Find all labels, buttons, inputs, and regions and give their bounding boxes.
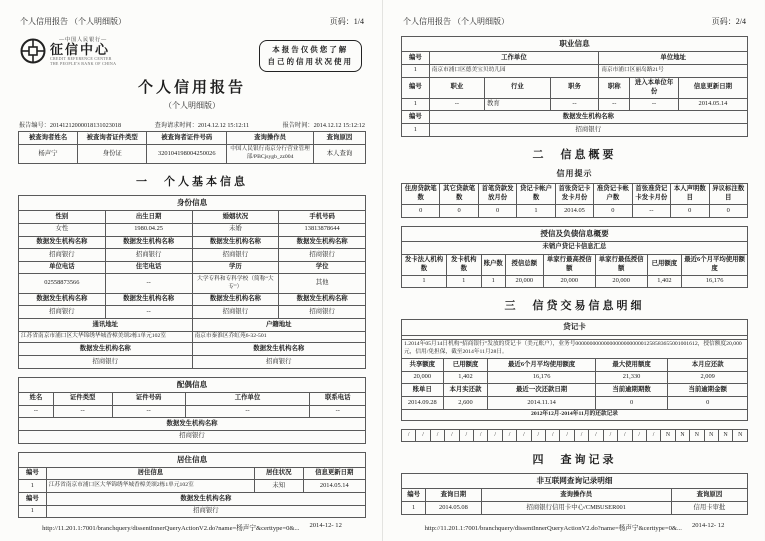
occupation-info-table-cell: 工作单位 <box>429 52 599 65</box>
occupation-info-table-cell: 编号 <box>402 77 430 98</box>
identity-info-table-cell: 招商银行 <box>192 249 279 262</box>
report-number: 报告编号：20141212000018131023018 <box>19 122 122 129</box>
repayment-record-strip-cell: / <box>430 430 444 442</box>
identity-info-table-cell: 数据发生机构名称 <box>19 236 106 249</box>
credit-tip-table-cell: 首张贷记卡发卡月份 <box>555 183 593 204</box>
credit-liability-summary-table-row <box>402 241 748 254</box>
credit-card-detail-table-cell: 16,176 <box>488 371 595 384</box>
identity-info-table-cell: -- <box>105 306 192 319</box>
credit-card-detail-table-cell: 已用额度 <box>443 359 488 372</box>
identity-info-table-cell: 数据发生机构名称 <box>192 293 279 306</box>
identity-info-table-cell: 性别 <box>19 211 106 224</box>
credit-card-detail-table-row <box>402 359 748 372</box>
query-info-table-cell: 320104198004250026 <box>147 144 227 163</box>
residence-info-table-cell: 1 <box>19 480 47 493</box>
query-info-table-cell: 查询操作员 <box>227 132 314 145</box>
identity-info-table-row <box>19 196 366 211</box>
repayment-record-strip-cell: / <box>517 430 531 442</box>
brand-row <box>20 36 362 72</box>
query-request-time: 查询请求时间：2014.12.12 15:12:11 <box>154 122 250 129</box>
credit-card-detail-table-cell: 2014.11.14 <box>488 397 595 410</box>
page-header-title: 个人信用报告 （个人明细版） <box>403 17 509 26</box>
occupation-info-table-row <box>402 52 748 65</box>
credit-tip-table-cell: 本人声明数目 <box>671 183 709 204</box>
occupation-info-table-row <box>402 111 748 124</box>
occupation-info-table-cell: 1 <box>402 98 430 111</box>
credit-tip-table-cell: 0 <box>478 205 516 218</box>
query-info-table-cell: 查询原因 <box>313 132 365 145</box>
residence-info-table-cell: 2014.05.14 <box>303 480 365 493</box>
credit-card-detail-table-cell: 最近6个月平均使用额度 <box>488 359 595 372</box>
page-header <box>403 16 746 27</box>
identity-info-table-cell: 身份信息 <box>19 196 366 211</box>
identity-info-table-row <box>19 306 366 319</box>
inquiry-record-table-cell: 查询原因 <box>671 489 747 502</box>
identity-info-table-row <box>19 211 366 224</box>
inquiry-record-table-cell: 非互联网查询记录明细 <box>402 474 748 489</box>
identity-info-table-cell: 其他 <box>279 274 366 293</box>
repayment-record-strip-cell: / <box>546 430 560 442</box>
residence-info-table-row <box>19 505 366 518</box>
identity-info-table-cell: 招商银行 <box>19 249 106 262</box>
occupation-info-table-row <box>402 64 748 77</box>
identity-info-table-cell: 招商银行 <box>192 356 366 369</box>
page-number: 页码：2/4 <box>711 17 746 26</box>
residence-info-table-cell: 编号 <box>19 493 47 506</box>
spouse-info-table-cell: 配偶信息 <box>19 377 366 392</box>
credit-liability-summary-table-cell: 20,000 <box>595 275 647 288</box>
spouse-info-table-cell: 证件类型 <box>53 392 112 405</box>
repayment-record-strip-cell: / <box>416 430 430 442</box>
inquiry-record-table-cell: 查询日期 <box>426 489 481 502</box>
section-heading-info-summary: 二 信息概要 <box>532 148 617 161</box>
query-info-table-row <box>19 132 366 145</box>
credit-card-detail-table-row <box>402 384 748 397</box>
identity-info-table-cell: 学历 <box>192 261 279 274</box>
credit-liability-summary-table-cell: 授信及负债信息概要 <box>402 226 748 241</box>
identity-info-table-cell: 数据发生机构名称 <box>105 236 192 249</box>
section-heading-inquiry-records: 四 查询记录 <box>532 454 617 467</box>
residence-info-table-row <box>19 480 366 493</box>
report-subtitle: （个人明细版） <box>164 101 220 110</box>
credit-liability-summary-table-row <box>402 226 748 241</box>
residence-info-table-cell: 居住信息 <box>46 467 254 480</box>
repayment-record-strip <box>401 429 748 442</box>
credit-center-logo <box>20 36 116 67</box>
credit-tip-table-cell: 0 <box>671 205 709 218</box>
repayment-record-strip-cell: N <box>733 430 748 442</box>
occupation-info-table-cell: 南京市浦口区德美宝贝幼儿园 <box>429 64 599 77</box>
identity-info-table <box>18 195 366 369</box>
credit-card-detail-table-cell: 1,402 <box>443 371 488 384</box>
occupation-info-table-cell: 编号 <box>402 111 430 124</box>
identity-info-table-cell: 招商银行 <box>279 249 366 262</box>
query-info-table-row <box>19 144 366 163</box>
identity-info-table-cell: 女性 <box>19 223 106 236</box>
credit-liability-summary-table-row <box>402 275 748 288</box>
footer-date: 2014-12- 12 <box>309 522 342 529</box>
credit-liability-summary-table-row <box>402 254 748 275</box>
spouse-info-table-cell: 姓名 <box>19 392 54 405</box>
identity-info-table-cell: 招商银行 <box>192 306 279 319</box>
residence-info-table-cell: 信息更新日期 <box>303 467 365 480</box>
identity-info-table-cell: 住宅电话 <box>105 261 192 274</box>
inquiry-record-table-cell: 编号 <box>402 489 426 502</box>
logo-bank-name: —中国人民银行— <box>59 38 108 43</box>
credit-liability-summary-table <box>401 226 748 289</box>
query-info-table-cell: 身份证 <box>77 144 146 163</box>
report-meta-line <box>19 120 365 129</box>
credit-card-detail-table-cell: 20,000 <box>402 371 444 384</box>
credit-card-detail-table-row <box>402 409 748 421</box>
inquiry-record-table-cell: 1 <box>402 502 426 515</box>
identity-info-table-cell: 数据发生机构名称 <box>279 236 366 249</box>
section-heading-basic-info: 一 个人基本信息 <box>136 176 248 189</box>
credit-liability-summary-table-cell: 1 <box>481 275 505 288</box>
credit-card-detail-table-cell: 当前逾期金额 <box>668 384 748 397</box>
repayment-record-strip-cell: / <box>459 430 473 442</box>
residence-info-table <box>18 452 366 519</box>
occupation-info-table-cell: 数据发生机构名称 <box>429 111 747 124</box>
credit-tip-table-row <box>402 205 748 218</box>
identity-info-table-cell: 大学专科和专科学校（简称“大专”） <box>192 274 279 293</box>
identity-info-table-cell: 南京市秦淮区乔虹苑6-32-501 <box>192 331 366 343</box>
credit-card-detail-table-cell: 共享额度 <box>402 359 444 372</box>
credit-liability-summary-table-cell: 已用额度 <box>647 254 682 275</box>
spouse-info-table-cell: -- <box>310 405 366 418</box>
credit-tip-table-row <box>402 183 748 204</box>
spouse-info-table <box>18 377 366 444</box>
query-info-table-cell: 杨声宁 <box>19 144 78 163</box>
usage-notice-line1: 本报告仅供您了解 <box>272 45 349 54</box>
residence-info-table-cell: 招商银行 <box>46 505 365 518</box>
identity-info-table-cell: 招商银行 <box>19 306 106 319</box>
spouse-info-table-cell: 招商银行 <box>19 430 366 443</box>
identity-info-table-cell: 出生日期 <box>105 211 192 224</box>
pboc-seal-icon <box>20 38 46 64</box>
query-info-table-cell: 被查询者证件号码 <box>147 132 227 145</box>
spouse-info-table-row <box>19 392 366 405</box>
inquiry-record-table-cell: 查询操作员 <box>481 489 671 502</box>
repayment-record-strip-cell: N <box>704 430 718 442</box>
identity-info-table-row <box>19 293 366 306</box>
occupation-info-table-row <box>402 98 748 111</box>
repayment-record-strip-row <box>402 430 748 442</box>
inquiry-record-table-row <box>402 502 748 515</box>
credit-tip-table-cell: 准贷记卡帐户数 <box>594 183 632 204</box>
occupation-info-table-cell: -- <box>630 98 678 111</box>
credit-liability-summary-table-cell: 发卡法人机构数 <box>402 254 447 275</box>
page-header-title: 个人信用报告 （个人明细版） <box>20 17 126 26</box>
identity-info-table-row <box>19 223 366 236</box>
credit-card-detail-table-cell: 2,600 <box>443 397 488 410</box>
spouse-info-table-row <box>19 405 366 418</box>
repayment-record-strip-cell: / <box>618 430 632 442</box>
identity-info-table-row <box>19 236 366 249</box>
repayment-record-strip-cell: / <box>603 430 617 442</box>
credit-liability-summary-table-cell: 20,000 <box>505 275 543 288</box>
residence-info-table-cell: 居住状况 <box>254 467 303 480</box>
credit-liability-summary-table-cell: 单家行最高授信额 <box>543 254 595 275</box>
credit-card-detail-table-cell: 2012年12月-2014年11月的还款记录 <box>402 409 748 421</box>
identity-info-table-row <box>19 319 366 332</box>
footer-date: 2014-12- 12 <box>691 522 725 529</box>
credit-tip-table-cell: -- <box>632 205 670 218</box>
credit-card-detail-table-row <box>402 320 748 335</box>
occupation-info-table-row <box>402 77 748 98</box>
spouse-info-table-cell: 证件号码 <box>112 392 185 405</box>
credit-liability-summary-table-cell: 1 <box>446 275 481 288</box>
usage-notice-badge <box>259 40 363 72</box>
occupation-info-table-cell: 职务 <box>550 77 598 98</box>
spouse-info-table-cell: 数据发生机构名称 <box>19 418 366 431</box>
credit-tip-table-cell: 住房贷款笔数 <box>402 183 440 204</box>
credit-card-detail-table-cell: 本月实还款 <box>443 384 488 397</box>
identity-info-table-cell: 手机号码 <box>279 211 366 224</box>
credit-tip-table-cell: 2014.05 <box>555 205 593 218</box>
inquiry-record-table-cell: 2014.05.08 <box>426 502 481 515</box>
credit-card-detail-table <box>401 319 748 421</box>
occupation-info-table-cell: 职业信息 <box>402 37 748 52</box>
credit-card-detail-table-cell: 2014.09.28 <box>402 397 444 410</box>
repayment-record-strip-cell: N <box>675 430 689 442</box>
identity-info-table-cell: -- <box>105 274 192 293</box>
page1-footer <box>14 522 370 532</box>
inquiry-record-table <box>401 473 748 515</box>
identity-info-table-cell: 户籍地址 <box>192 319 366 332</box>
credit-card-detail-table-cell: 最近一次还款日期 <box>488 384 595 397</box>
credit-tip-table-cell: 其它贷款笔数 <box>440 183 478 204</box>
inquiry-record-table-row <box>402 489 748 502</box>
spouse-info-table-cell: -- <box>19 405 54 418</box>
credit-card-detail-table-cell: 最大使用额度 <box>595 359 668 372</box>
repayment-record-strip-cell: / <box>589 430 603 442</box>
repayment-record-strip-cell: / <box>560 430 574 442</box>
logo-center-name: 征信中心 <box>50 42 111 57</box>
credit-liability-summary-table-cell: 16,176 <box>682 275 748 288</box>
credit-liability-summary-table-cell: 最近6个月平均使用额度 <box>682 254 748 275</box>
credit-liability-summary-table-cell: 单家行最低授信额 <box>595 254 647 275</box>
credit-card-detail-table-cell: 1.2014年05月14日机构“招商银行”发放的贷记卡（美元账户），业务号0000000000000000000000001258583655001001612，授信额度20,000元，信用/免担保，截至2014年11月28日。 <box>402 339 748 358</box>
report-time: 报告时间：2014.12.12 15:12:12 <box>282 122 365 129</box>
repayment-record-strip-cell: N <box>718 430 732 442</box>
query-info-table-cell: 本人查询 <box>313 144 365 163</box>
spouse-info-table-cell: -- <box>185 405 310 418</box>
occupation-info-table-cell: -- <box>429 98 484 111</box>
identity-info-table-cell: 1980.04.25 <box>105 223 192 236</box>
residence-info-table-cell: 数据发生机构名称 <box>46 493 365 506</box>
credit-card-detail-table-cell: 贷记卡 <box>402 320 748 335</box>
spouse-info-table-cell: 工作单位 <box>185 392 310 405</box>
identity-info-table-cell: 招商银行 <box>19 356 193 369</box>
residence-info-table-row <box>19 452 366 467</box>
credit-tip-table <box>401 183 748 218</box>
residence-info-table-row <box>19 467 366 480</box>
identity-info-table-row <box>19 274 366 293</box>
credit-tip-table-cell: 0 <box>594 205 632 218</box>
identity-info-table-cell: 通讯地址 <box>19 319 193 332</box>
spouse-info-table-cell: -- <box>53 405 112 418</box>
occupation-info-table-row <box>402 37 748 52</box>
logo-text <box>50 36 116 67</box>
query-info-table-cell: 被查询者姓名 <box>19 132 78 145</box>
credit-card-detail-table-cell: 2,009 <box>668 371 748 384</box>
residence-info-table-cell: 1 <box>19 505 47 518</box>
credit-tip-table-cell: 0 <box>402 205 440 218</box>
identity-info-table-cell: 招商银行 <box>105 249 192 262</box>
occupation-info-table-cell: 信息更新日期 <box>678 77 747 98</box>
identity-info-table-cell: 02558873566 <box>19 274 106 293</box>
residence-info-table-row <box>19 493 366 506</box>
credit-card-detail-table-row <box>402 397 748 410</box>
occupation-info-table-cell: 1 <box>402 124 430 137</box>
occupation-info-table-cell: 进入本单位年份 <box>630 77 678 98</box>
inquiry-record-table-cell: 信用卡审批 <box>671 502 747 515</box>
credit-liability-summary-table-cell: 账户数 <box>481 254 505 275</box>
inquiry-record-table-cell: 招商银行信用卡中心/CMBUSER001 <box>481 502 671 515</box>
credit-card-detail-table-cell: 当前逾期期数 <box>595 384 668 397</box>
repayment-record-strip-cell: N <box>690 430 704 442</box>
repayment-record-strip-cell: / <box>632 430 646 442</box>
credit-tip-subtitle: 信用提示 <box>556 168 593 178</box>
occupation-info-table-cell: -- <box>599 98 630 111</box>
identity-info-table-cell: 招商银行 <box>279 306 366 319</box>
report-page-1 <box>0 0 382 541</box>
residence-info-table-cell: 居住信息 <box>19 452 366 467</box>
credit-card-detail-table-cell: 本月应还款 <box>668 359 748 372</box>
occupation-info-table-cell: -- <box>550 98 598 111</box>
occupation-info-table-cell: 单位地址 <box>599 52 748 65</box>
identity-info-table-cell: 数据发生机构名称 <box>192 236 279 249</box>
occupation-info-table-cell: 教育 <box>485 98 551 111</box>
occupation-info-table-cell: 2014.05.14 <box>678 98 747 111</box>
repayment-record-strip-cell: / <box>488 430 502 442</box>
repayment-record-strip-cell: / <box>502 430 516 442</box>
identity-info-table-row <box>19 249 366 262</box>
identity-info-table-cell: 单位电话 <box>19 261 106 274</box>
identity-info-table-row <box>19 356 366 369</box>
identity-info-table-row <box>19 331 366 343</box>
page-number: 页码：1/4 <box>329 17 364 26</box>
section-heading-credit-transactions: 三 信贷交易信息明细 <box>504 300 645 313</box>
footer-url: http://11.201.1:7001/branchquery/dissentInnerQueryActionV2.do?name=杨声宁&certtype=0&... <box>424 525 682 532</box>
credit-card-detail-table-row <box>402 339 748 358</box>
occupation-info-table-cell: 职业 <box>429 77 484 98</box>
credit-card-detail-table-cell: 账单日 <box>402 384 444 397</box>
identity-info-table-row <box>19 261 366 274</box>
credit-tip-table-cell: 异议标注数目 <box>709 183 748 204</box>
repayment-record-strip-cell: / <box>531 430 545 442</box>
occupation-info-table-cell: 职称 <box>599 77 630 98</box>
credit-card-detail-table-row <box>402 371 748 384</box>
identity-info-table-cell: 未婚 <box>192 223 279 236</box>
logo-english-line1: CREDIT REFERENCE CENTER <box>50 56 112 62</box>
footer-url: http://11.201.1:7001/branchquery/dissentInnerQueryActionV2.do?name=杨声宁&certtype=0&... <box>42 525 300 532</box>
occupation-info-table-cell: 招商银行 <box>429 124 747 137</box>
identity-info-table-cell: 数据发生机构名称 <box>19 343 193 356</box>
query-info-table-cell: 中国人民银行南京分行营业管理部/PBCjsygb_zz004 <box>227 144 314 163</box>
residence-info-table-cell: 未知 <box>254 480 303 493</box>
credit-liability-summary-table-cell: 发卡机构数 <box>446 254 481 275</box>
report-title: 个人信用报告 <box>137 80 246 96</box>
repayment-record-strip-cell: / <box>574 430 588 442</box>
repayment-record-strip-cell: N <box>661 430 675 442</box>
spouse-info-table-row <box>19 430 366 443</box>
identity-info-table-cell: 13813878644 <box>279 223 366 236</box>
credit-tip-table-cell: 贷记卡帐户数 <box>517 183 555 204</box>
credit-card-detail-table-cell: 0 <box>668 397 748 410</box>
identity-info-table-cell: 学位 <box>279 261 366 274</box>
identity-info-table-cell: 江苏省南京市浦口区大华锦绣华城香樟美颂2栋1单元102室 <box>19 331 193 343</box>
page-header <box>20 16 364 27</box>
occupation-info-table-row <box>402 124 748 137</box>
credit-liability-summary-table-cell: 授信总额 <box>505 254 543 275</box>
credit-liability-summary-table-cell: 1 <box>402 275 447 288</box>
identity-info-table-cell: 数据发生机构名称 <box>105 293 192 306</box>
query-info-table <box>18 131 366 164</box>
spouse-info-table-row <box>19 377 366 392</box>
credit-card-detail-table-cell: 21,330 <box>595 371 668 384</box>
occupation-info-table-cell: 编号 <box>402 52 430 65</box>
credit-liability-summary-table-cell: 20,000 <box>543 275 595 288</box>
credit-liability-summary-table-cell: 未销户贷记卡信息汇总 <box>402 241 748 254</box>
occupation-info-table-cell: 行业 <box>485 77 551 98</box>
identity-info-table-cell: 婚姻状况 <box>192 211 279 224</box>
query-info-table-cell: 被查询者证件类型 <box>77 132 146 145</box>
credit-tip-table-cell: 首笔贷款发放月份 <box>478 183 516 204</box>
inquiry-record-table-row <box>402 474 748 489</box>
page2-footer <box>397 522 752 532</box>
spouse-info-table-cell: 联系电话 <box>310 392 366 405</box>
credit-tip-table-cell: 首张准贷记卡发卡月份 <box>632 183 670 204</box>
usage-notice-line2: 自己的信用状况使用 <box>267 57 353 66</box>
occupation-info-table <box>401 36 748 137</box>
credit-tip-table-cell: 0 <box>709 205 748 218</box>
residence-info-table-cell: 编号 <box>19 467 47 480</box>
repayment-record-strip-cell: / <box>445 430 459 442</box>
occupation-info-table-cell: 南京市浦口区丽岛路21号 <box>599 64 748 77</box>
repayment-record-strip-cell: / <box>402 430 416 442</box>
credit-tip-table-cell: 1 <box>517 205 555 218</box>
residence-info-table-cell: 江苏省南京市浦口区大华锦绣华城香樟美颂2栋1单元102室 <box>46 480 254 493</box>
credit-liability-summary-table-cell: 1,402 <box>647 275 682 288</box>
repayment-record-strip-cell: / <box>646 430 660 442</box>
logo-english-line2: THE PEOPLE'S BANK OF CHINA <box>50 61 117 67</box>
identity-info-table-cell: 数据发生机构名称 <box>19 293 106 306</box>
credit-tip-table-cell: 0 <box>440 205 478 218</box>
identity-info-table-row <box>19 343 366 356</box>
spouse-info-table-cell: -- <box>112 405 185 418</box>
occupation-info-table-cell: 1 <box>402 64 430 77</box>
repayment-record-strip-cell: / <box>474 430 488 442</box>
credit-card-detail-table-cell: 0 <box>595 397 668 410</box>
report-page-2 <box>382 0 764 541</box>
spouse-info-table-row <box>19 418 366 431</box>
identity-info-table-cell: 数据发生机构名称 <box>192 343 366 356</box>
identity-info-table-cell: 数据发生机构名称 <box>279 293 366 306</box>
